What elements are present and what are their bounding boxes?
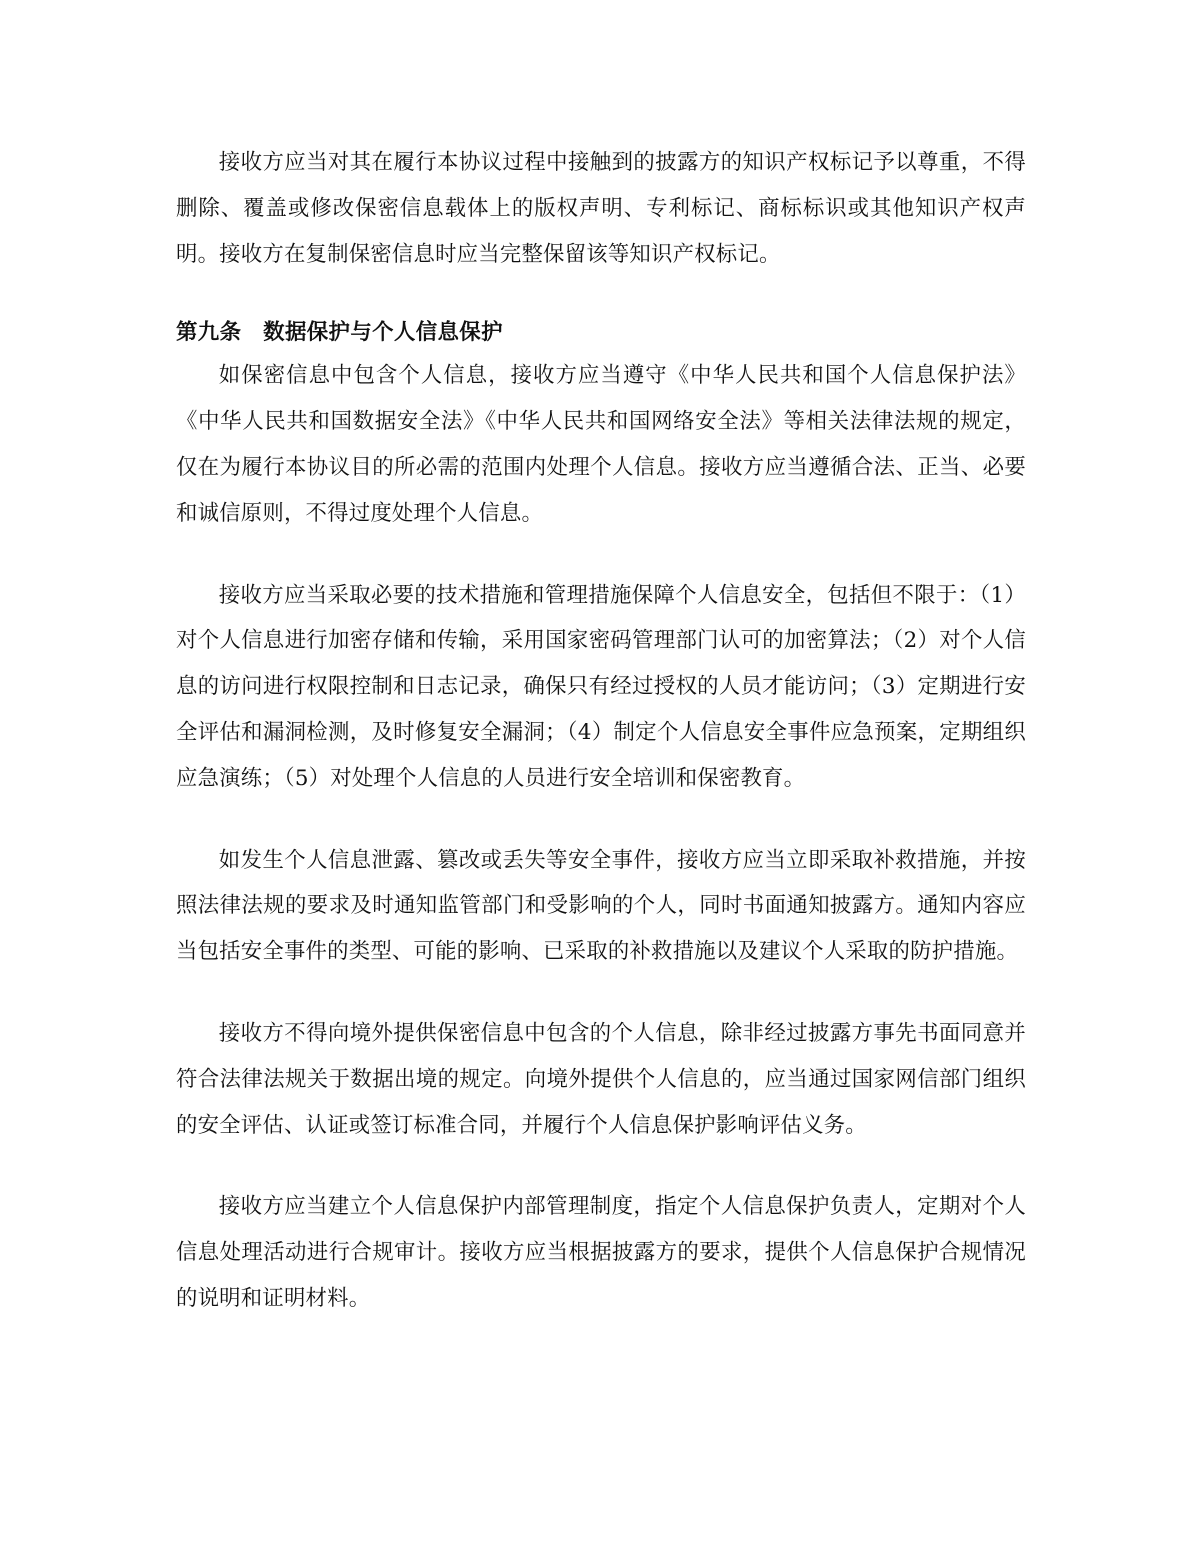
paragraph-spacer [176,975,1026,1011]
document-page [176,140,1026,1322]
paragraph-internal-management: 接收方应当建立个人信息保护内部管理制度，指定个人信息保护负责人，定期对个人信息处理活动进行合规审计。接收方应当根据披露方的要求，提供个人信息保护合规情况的说明和证明材料。 [176,1194,1026,1311]
paragraph-spacer [176,277,1026,313]
paragraph-spacer [176,802,1026,838]
paragraph-spacer [176,537,1026,573]
paragraph-spacer [176,1148,1026,1184]
article-heading: 第九条 数据保护与个人信息保护 [176,320,503,346]
paragraph-personal-info-compliance: 如保密信息中包含个人信息，接收方应当遵守《中华人民共和国个人信息保护法》《中华人民共和国数据安全法》《中华人民共和国网络安全法》等相关法律法规的规定，仅在为履行本协议目的所必需的范围内处理个人信息。接收方应当遵循合法、正当、必要和诚信原则，不得过度处理个人信息。 [176,363,1026,526]
paragraph-incident-response: 如发生个人信息泄露、篡改或丢失等安全事件，接收方应当立即采取补救措施，并按照法律法规的要求及时通知监管部门和受影响的个人，同时书面通知披露方。通知内容应当包括安全事件的类型、可能的影响、已采取的补救措施以及建议个人采取的防护措施。 [176,847,1026,965]
paragraph-security-measures: 接收方应当采取必要的技术措施和管理措施保障个人信息安全，包括但不限于：（1）对个人信息进行加密存储和传输，采用国家密码管理部门认可的加密算法；（2）对个人信息的访问进行权限控制和日志记录，确保只有经过授权的人员才能访问；（3）定期进行安全评估和漏洞检测，及时修复安全漏洞；（4）制定个人信息安全事件应急预案，定期组织应急演练；（5）对处理个人信息的人员进行安全培训和保密教育。 [176,582,1026,791]
paragraph-ip-marks: 接收方应当对其在履行本协议过程中接触到的披露方的知识产权标记予以尊重，不得删除、覆盖或修改保密信息载体上的版权声明、专利标记、商标标识或其他知识产权声明。接收方在复制保密信息时应当完整保留该等知识产权标记。 [176,150,1026,267]
paragraph-cross-border: 接收方不得向境外提供保密信息中包含的个人信息，除非经过披露方事先书面同意并符合法律法规关于数据出境的规定。向境外提供个人信息的，应当通过国家网信部门组织的安全评估、认证或签订标准合同，并履行个人信息保护影响评估义务。 [176,1020,1026,1138]
